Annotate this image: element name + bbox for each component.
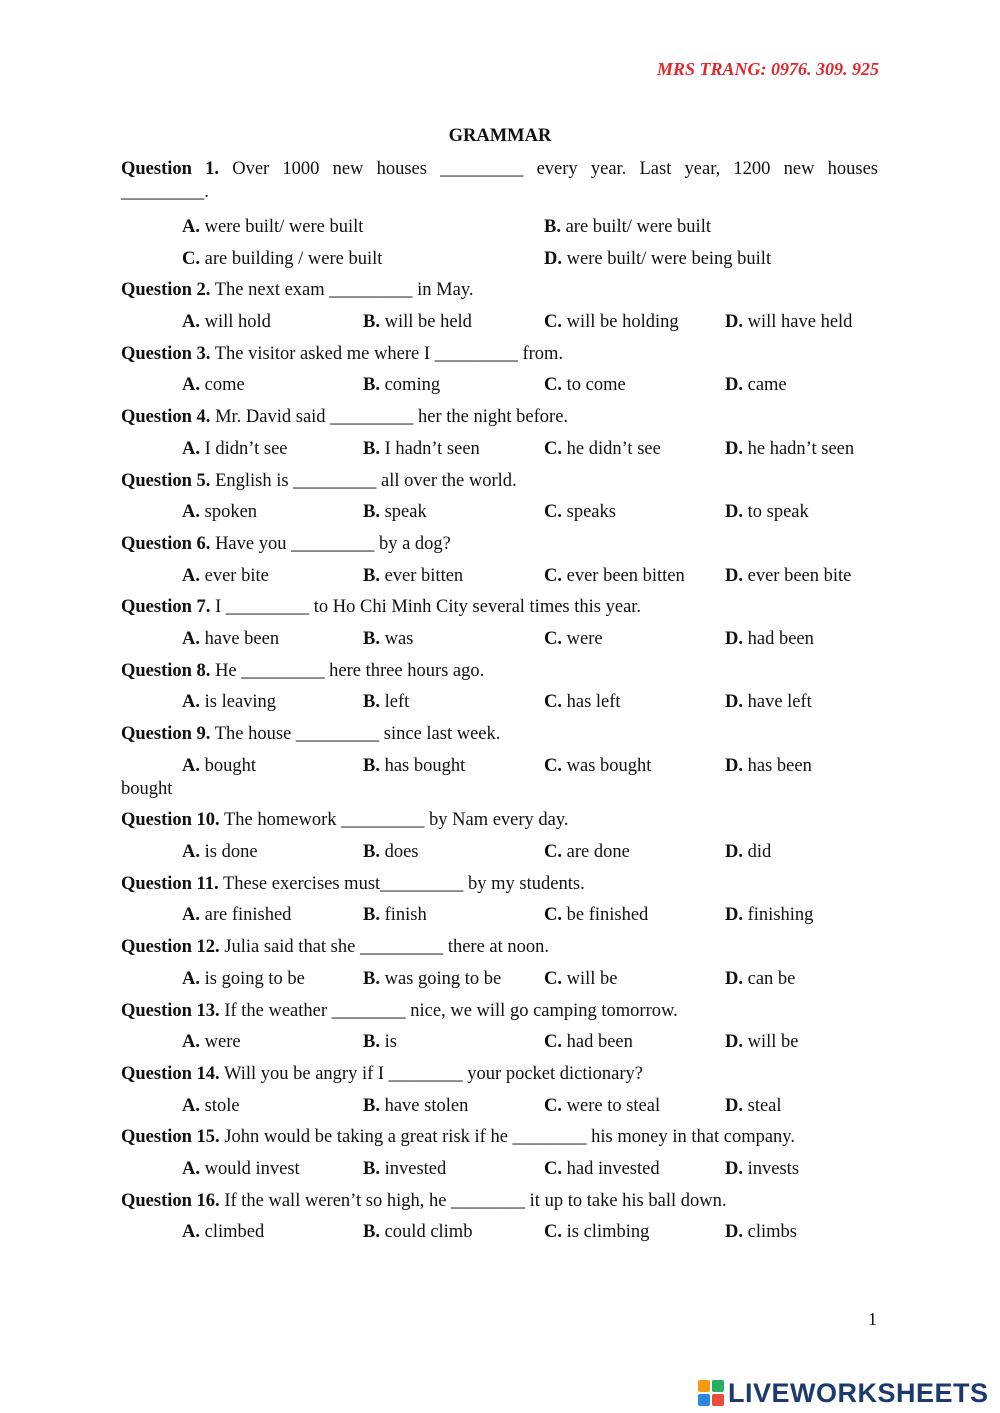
option-b[interactable]: B. was going to be	[363, 968, 502, 989]
question-stem: Will you be angry if I ________ your pocket dictionary?	[223, 1063, 643, 1084]
option-a[interactable]: A. were	[182, 1032, 241, 1053]
question-list	[121, 155, 878, 1250]
option-d[interactable]: D. will have held	[725, 312, 853, 333]
option-d[interactable]: D. will be	[725, 1032, 799, 1053]
question-stem: The next exam _________ in May.	[214, 280, 474, 301]
question-1	[121, 155, 878, 182]
option-b[interactable]: B. finish	[363, 905, 427, 926]
question-label: Question 2.	[121, 280, 211, 301]
option-a[interactable]: A. bought	[182, 755, 257, 776]
option-b[interactable]: B. invested	[363, 1158, 447, 1179]
question-label: Question 14.	[121, 1063, 220, 1084]
question-label: Question 5.	[121, 470, 211, 491]
question-stem: Julia said that she _________ there at noon.	[224, 937, 550, 958]
contact-header: MRS TRANG: 0976. 309. 925	[656, 59, 879, 79]
option-b[interactable]: B. are built/ were built	[544, 217, 711, 237]
option-b[interactable]: B. will be held	[363, 312, 472, 333]
option-d[interactable]: D. have left	[725, 692, 812, 713]
option-c[interactable]: C. was bought	[544, 755, 652, 776]
question-3	[121, 340, 878, 372]
option-c[interactable]: C. had been	[544, 1032, 633, 1053]
option-d[interactable]: D. came	[725, 375, 787, 396]
option-row	[121, 371, 878, 403]
question-2	[121, 276, 878, 308]
option-a[interactable]: A. come	[182, 375, 245, 396]
option-b[interactable]: B. ever bitten	[363, 565, 464, 586]
liveworksheets-icon	[698, 1380, 724, 1406]
option-c[interactable]: C. has left	[544, 692, 621, 713]
option-a[interactable]: A. will hold	[182, 312, 271, 333]
option-c[interactable]: C. were	[544, 628, 603, 649]
question-stem: Over 1000 new houses _________ every year. Last year, 1200 new houses	[232, 159, 879, 179]
option-row	[121, 965, 878, 997]
option-b[interactable]: B. I hadn’t seen	[363, 438, 480, 459]
option-c[interactable]: C. to come	[544, 375, 626, 396]
option-d-continuation: bought	[121, 779, 173, 800]
option-b[interactable]: B. could climb	[363, 1222, 473, 1243]
question-8	[121, 657, 878, 689]
question-label: Question 3.	[121, 343, 211, 364]
option-d[interactable]: D. can be	[725, 968, 796, 989]
question-12	[121, 933, 878, 965]
option-row	[121, 1155, 878, 1187]
option-row	[121, 1218, 878, 1250]
option-a[interactable]: A. have been	[182, 628, 280, 649]
option-row	[121, 308, 878, 340]
question-stem: If the weather ________ nice, we will go camping tomorrow.	[224, 1000, 678, 1021]
option-row	[121, 245, 878, 277]
option-b[interactable]: B. was	[363, 628, 414, 649]
option-d[interactable]: D. finishing	[725, 905, 814, 926]
question-stem: Have you _________ by a dog?	[215, 533, 451, 554]
option-row	[121, 562, 878, 594]
option-b[interactable]: B. does	[363, 842, 419, 863]
option-a[interactable]: A. ever bite	[182, 565, 269, 586]
option-d[interactable]: D. to speak	[725, 502, 809, 523]
option-c[interactable]: C. he didn’t see	[544, 438, 661, 459]
option-c[interactable]: C. are done	[544, 842, 630, 863]
question-16	[121, 1187, 878, 1219]
brand-name: LIVEWORKSHEETS	[728, 1377, 989, 1408]
option-b[interactable]: B. coming	[363, 375, 441, 396]
option-row	[121, 901, 878, 933]
question-11	[121, 870, 878, 902]
liveworksheets-logo[interactable]	[698, 1378, 989, 1408]
option-a[interactable]: A. stole	[182, 1095, 240, 1116]
option-b[interactable]: B. speak	[363, 502, 427, 523]
option-row	[121, 435, 878, 467]
question-stem: If the wall weren’t so high, he ________ it up to take his ball down.	[224, 1190, 727, 1211]
option-a[interactable]: A. is done	[182, 842, 258, 863]
question-stem: These exercises must_________ by my students.	[222, 873, 585, 894]
question-stem-continuation: _________.	[121, 182, 209, 202]
option-d[interactable]: D. ever been bite	[725, 565, 852, 586]
option-d[interactable]: D. invests	[725, 1158, 800, 1179]
question-stem: English is _________ all over the world.	[215, 470, 517, 491]
option-row	[121, 213, 878, 245]
option-a[interactable]: A. I didn’t see	[182, 438, 288, 459]
question-14	[121, 1060, 878, 1092]
question-6	[121, 530, 878, 562]
option-c[interactable]: C. speaks	[544, 502, 616, 523]
option-b[interactable]: B. left	[363, 692, 410, 713]
option-row	[121, 1028, 878, 1060]
question-13	[121, 997, 878, 1029]
question-label: Question 1.	[121, 159, 219, 179]
option-b[interactable]: B. has bought	[363, 755, 466, 776]
option-c[interactable]: C. ever been bitten	[544, 565, 685, 586]
option-d[interactable]: D. did	[725, 842, 772, 863]
option-a[interactable]: A. are finished	[182, 905, 292, 926]
option-a[interactable]: A. climbed	[182, 1222, 265, 1243]
option-c[interactable]: C. is climbing	[544, 1222, 650, 1243]
option-c[interactable]: C. be finished	[544, 905, 649, 926]
option-c[interactable]: C. will be holding	[544, 312, 679, 333]
question-label: Question 7.	[121, 597, 211, 618]
question-label: Question 11.	[121, 873, 219, 894]
option-row	[121, 838, 878, 870]
option-d[interactable]: D. steal	[725, 1095, 782, 1116]
option-d[interactable]: D. climbs	[725, 1222, 797, 1243]
option-row	[121, 1092, 878, 1124]
question-stem: I _________ to Ho Chi Minh City several times this year.	[215, 597, 642, 618]
option-row	[121, 688, 878, 720]
option-a[interactable]: A. spoken	[182, 502, 258, 523]
question-stem: The house _________ since last week.	[214, 724, 501, 744]
question-stem: The visitor asked me where I _________ from.	[214, 343, 564, 364]
question-5	[121, 467, 878, 499]
question-stem: The homework _________ by Nam every day.	[223, 810, 569, 831]
page-title: GRAMMAR	[448, 126, 552, 146]
question-label: Question 15.	[121, 1127, 220, 1148]
question-label: Question 8.	[121, 660, 211, 681]
question-15	[121, 1123, 878, 1155]
option-b[interactable]: B. is	[363, 1032, 397, 1053]
option-a[interactable]: A. is going to be	[182, 968, 305, 989]
option-c[interactable]: C. are building / were built	[182, 248, 383, 269]
option-c[interactable]: C. had invested	[544, 1158, 660, 1179]
question-10	[121, 806, 878, 838]
question-label: Question 4.	[121, 407, 211, 428]
option-row	[121, 752, 878, 784]
question-9	[121, 720, 878, 752]
option-row	[121, 498, 878, 530]
option-a[interactable]: A. would invest	[182, 1158, 300, 1179]
question-stem: John would be taking a great risk if he ________ his money in that company.	[224, 1127, 795, 1148]
option-row	[121, 625, 878, 657]
option-c[interactable]: C. were to steal	[544, 1095, 661, 1116]
question-label: Question 16.	[121, 1190, 220, 1211]
question-4	[121, 403, 878, 435]
option-b[interactable]: B. have stolen	[363, 1095, 469, 1116]
question-label: Question 9.	[121, 724, 211, 744]
question-7	[121, 593, 878, 625]
question-label: Question 13.	[121, 1000, 220, 1021]
page-number: 1	[868, 1309, 877, 1329]
question-label: Question 10.	[121, 810, 220, 831]
question-stem: He _________ here three hours ago.	[215, 660, 485, 681]
option-c[interactable]: C. will be	[544, 968, 618, 989]
option-a[interactable]: A. is leaving	[182, 692, 277, 713]
option-d[interactable]: D. he hadn’t seen	[725, 438, 855, 459]
option-d[interactable]: D. has been	[725, 755, 812, 776]
question-stem: Mr. David said _________ her the night before.	[215, 407, 569, 428]
question-label: Question 12.	[121, 937, 220, 958]
option-d[interactable]: D. were built/ were being built	[544, 248, 772, 269]
option-a[interactable]: A. were built/ were built	[182, 217, 364, 237]
question-label: Question 6.	[121, 533, 211, 554]
option-d[interactable]: D. had been	[725, 628, 814, 649]
